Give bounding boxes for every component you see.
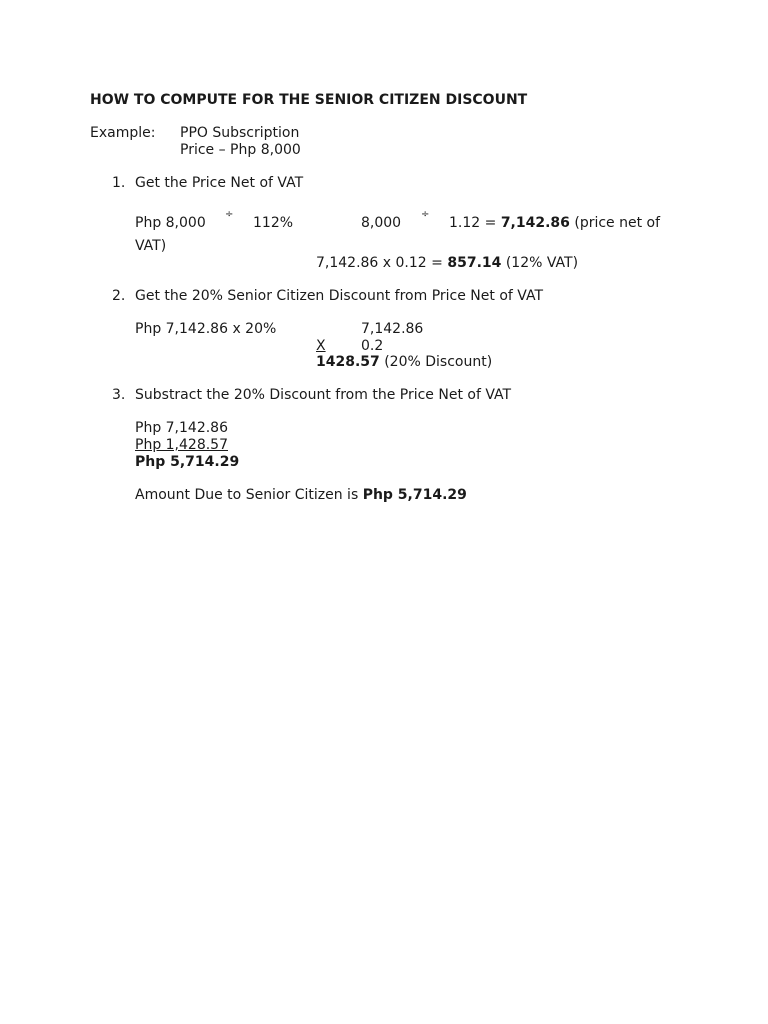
division-sign: ÷ [421,209,430,220]
subtraction-result: Php 5,714.29 [135,454,240,470]
net-of-vat-note-continued: VAT) [135,238,167,254]
step-1-amount-plain: 8,000 [361,215,402,231]
price-net-of-vat: 7,142.86 [500,215,570,231]
step-2-number: 2. [112,288,126,304]
example-label: Example: [90,125,156,141]
amount-due-value: Php 5,714.29 [362,487,467,503]
step-3-number: 3. [112,387,126,403]
times-sign: X [316,338,326,354]
subtraction-minuend: Php 7,142.86 [135,420,228,436]
net-of-vat-computation [449,215,660,232]
example-subscription: PPO Subscription [180,125,300,141]
net-of-vat-note: (price net of [569,215,661,231]
vat-computation [316,255,578,272]
vat-expression: 7,142.86 x 0.12 = [316,255,448,271]
step-3-heading: Substract the 20% Discount from the Price Net of VAT [135,387,512,403]
step-1-amount: Php 8,000 [135,215,206,231]
multiplicand: 7,142.86 [361,321,424,337]
vat-amount: 857.14 [447,255,502,271]
discount-note: (20% Discount) [379,354,493,370]
step-1-number: 1. [112,175,126,191]
discount-expression: Php 7,142.86 x 20% [135,321,277,337]
divisor-expression: 1.12 = [449,215,501,231]
document-title: HOW TO COMPUTE FOR THE SENIOR CITIZEN DISCOUNT [90,92,528,108]
discount-amount: 1428.57 [316,354,380,370]
amount-due-label: Amount Due to Senior Citizen is [135,487,363,503]
step-1-heading: Get the Price Net of VAT [135,175,304,191]
multiplier-row [316,338,383,355]
amount-due-line [135,487,467,504]
discount-rate: 0.2 [361,338,384,354]
step-1-percent: 112% [253,215,294,231]
discount-computation [316,354,492,371]
subtraction-subtrahend: Php 1,428.57 [135,437,228,453]
vat-note: (12% VAT) [501,255,579,271]
division-sign: ÷ [225,209,234,220]
example-price: Price – Php 8,000 [180,142,301,158]
step-2-heading: Get the 20% Senior Citizen Discount from Price Net of VAT [135,288,543,304]
